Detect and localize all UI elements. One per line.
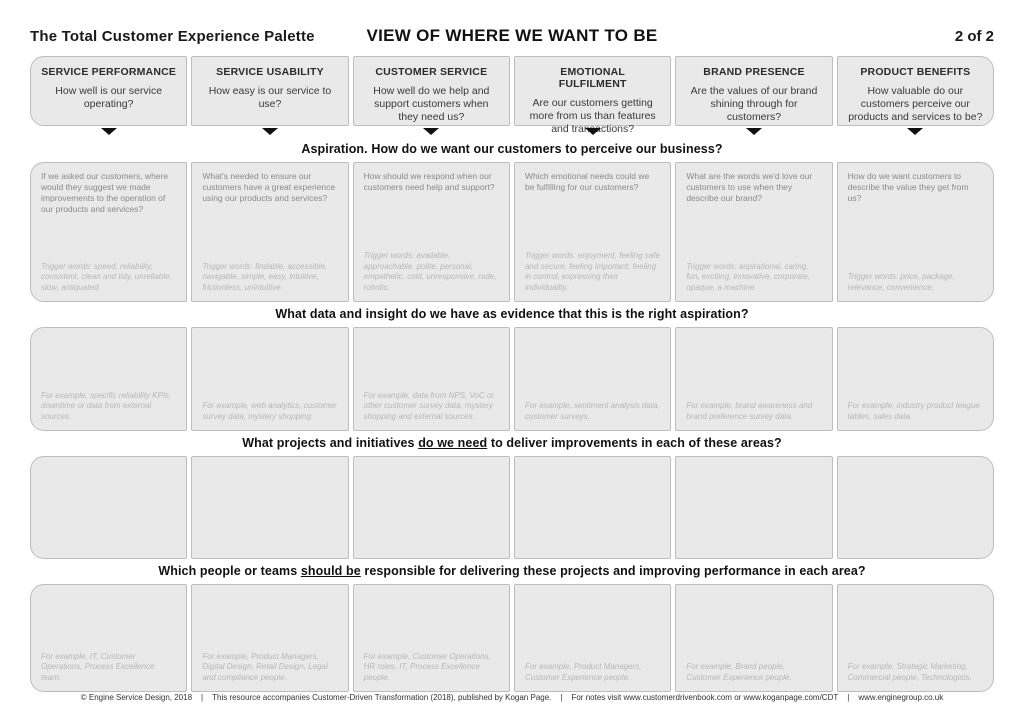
column-header-title: SERVICE PERFORMANCE — [41, 66, 177, 78]
example-hint: For example, industry product league tables, sales data. — [847, 401, 980, 421]
document-title: The Total Customer Experience Palette — [30, 28, 315, 45]
projects-row — [30, 456, 994, 559]
footer-notes-url: For notes visit www.customerdrivenbook.com or www.koganpage.com/CDT — [571, 693, 839, 702]
down-arrow-icon — [101, 128, 117, 135]
section-title-evidence — [30, 307, 994, 321]
view-title: VIEW OF WHERE WE WANT TO BE — [366, 26, 658, 45]
section-title-text: Aspiration. How do we want our customers to perceive our business? — [301, 142, 723, 156]
section-title-text: to deliver improvements in each of these areas? — [487, 436, 782, 450]
evidence-box-brand-presence — [675, 327, 832, 431]
column-header-title: EMOTIONAL FULFILMENT — [558, 66, 627, 90]
trigger-words: Trigger words: speed, reliability, consistent, clean and tidy, unreliable, slow, antiquated. — [41, 261, 172, 292]
arrow-row — [30, 128, 994, 137]
trigger-words: Trigger words: enjoyment, feeling safe and secure, feeling important, feeling in control, expressing their individuality. — [524, 251, 661, 292]
projects-box-product-benefits — [837, 456, 994, 559]
aspiration-box-emotional-fulfilment — [514, 162, 671, 302]
trigger-words: Trigger words: price, package, relevance, convenience. — [847, 272, 955, 292]
section-title-aspiration — [30, 142, 994, 156]
people-box-customer-service — [353, 584, 510, 692]
title-bar — [30, 26, 994, 46]
aspiration-box-service-usability — [191, 162, 348, 302]
example-hint: For example, sentiment analysis data, customer surveys. — [524, 401, 660, 421]
projects-box-brand-presence — [675, 456, 832, 559]
people-box-brand-presence — [675, 584, 832, 692]
projects-box-service-performance — [30, 456, 187, 559]
people-box-emotional-fulfilment — [514, 584, 671, 692]
section-title-text: What data and insight do we have as evidence that this is the right aspiration? — [275, 307, 749, 321]
projects-box-emotional-fulfilment — [514, 456, 671, 559]
aspiration-box-brand-presence — [675, 162, 832, 302]
aspiration-prompt: What are the words we'd love our customers to use when they describe our brand? — [686, 171, 813, 204]
page-number: 2 of 2 — [954, 28, 994, 45]
evidence-box-service-performance — [30, 327, 187, 431]
projects-box-service-usability — [191, 456, 348, 559]
section-title-projects — [30, 436, 994, 450]
footer-resource-note: This resource accompanies Customer-Driven Transformation (2018), published by Kogan Page. — [212, 693, 552, 702]
column-header-brand-presence — [675, 56, 832, 126]
down-arrow-icon — [907, 128, 923, 135]
section-title-text: What projects and initiatives — [242, 436, 419, 450]
column-header-question: Are our customers getting more from us than features and transactions? — [529, 97, 656, 136]
people-box-product-benefits — [837, 584, 994, 692]
section-title-people — [30, 564, 994, 578]
example-hint: For example, Strategic Marketing, Commercial people, Technologists. — [847, 662, 972, 682]
down-arrow-icon — [585, 128, 601, 135]
column-header-title: BRAND PRESENCE — [703, 66, 805, 78]
column-header-title: CUSTOMER SERVICE — [375, 66, 488, 78]
column-header-question: How easy is our service to use? — [208, 85, 332, 111]
people-row — [30, 584, 994, 692]
aspiration-prompt: How should we respond when our customers need help and support? — [363, 171, 495, 193]
aspiration-box-product-benefits — [837, 162, 994, 302]
example-hint: For example, Product Managers, Customer Experience people. — [524, 662, 642, 682]
section-title-text: Which people or teams — [158, 564, 301, 578]
column-header-emotional-fulfilment — [514, 56, 671, 136]
column-header-question: How well is our service operating? — [55, 85, 163, 111]
trigger-words: Trigger words: findable, accessible, navigable, simple, easy, intuitive, frictionless, unintuitive. — [202, 261, 328, 292]
evidence-box-service-usability — [191, 327, 348, 431]
column-header-question: How valuable do our customers perceive our products and services to be? — [848, 85, 983, 124]
footer-separator: | — [560, 693, 563, 702]
example-hint: For example, specific reliability KPIs, downtime or data from external sources. — [41, 390, 172, 421]
aspiration-prompt: If we asked our customers, where would they suggest we made improvements to the operation of our products and services? — [41, 171, 169, 215]
trigger-words: Trigger words: aspirational, caring, fun, exciting, innovative, corporate, opaque, a machine. — [686, 261, 810, 292]
projects-box-customer-service — [353, 456, 510, 559]
down-arrow-icon — [746, 128, 762, 135]
column-header-band — [30, 56, 994, 136]
section-title-text: responsible for delivering these projects and improving performance in each area? — [360, 564, 866, 578]
evidence-box-customer-service — [353, 327, 510, 431]
example-hint: For example, web analytics, customer survey data, mystery shopping. — [202, 401, 337, 421]
footer-credits — [0, 693, 1024, 702]
section-title-underlined: should be — [300, 564, 361, 578]
example-hint: For example, IT, Customer Operations, Process Excellence team. — [41, 651, 155, 682]
footer-separator: | — [201, 693, 204, 702]
evidence-box-emotional-fulfilment — [514, 327, 671, 431]
footer-engine-url: www.enginegroup.co.uk — [858, 693, 944, 702]
down-arrow-icon — [423, 128, 439, 135]
aspiration-prompt: How do we want customers to describe the value they get from us? — [847, 171, 969, 204]
evidence-box-product-benefits — [837, 327, 994, 431]
section-title-underlined: do we need — [418, 436, 488, 450]
aspiration-row — [30, 162, 994, 302]
people-box-service-performance — [30, 584, 187, 692]
example-hint: For example, Brand people, Customer Experience people. — [686, 662, 792, 682]
footer-separator: | — [847, 693, 850, 702]
people-box-service-usability — [191, 584, 348, 692]
example-hint: For example, Product Managers, Digital Design, Retail Design, Legal and compliance people. — [202, 651, 328, 682]
column-header-title: PRODUCT BENEFITS — [860, 66, 971, 78]
column-header-title: SERVICE USABILITY — [216, 66, 324, 78]
evidence-row — [30, 327, 994, 431]
column-header-customer-service — [353, 56, 510, 126]
down-arrow-icon — [262, 128, 278, 135]
aspiration-prompt: Which emotional needs could we be fulfilling for our customers? — [524, 171, 650, 193]
column-header-question: How well do we help and support customers when they need us? — [373, 85, 490, 124]
example-hint: For example, data from NPS, VoC or other customer survey data, mystery shopping and external sources. — [363, 390, 495, 421]
column-header-service-usability — [191, 56, 348, 126]
footer-copyright: © Engine Service Design, 2018 — [80, 693, 193, 702]
column-header-product-benefits — [837, 56, 994, 126]
aspiration-box-customer-service — [353, 162, 510, 302]
aspiration-prompt: What's needed to ensure our customers have a great experience using our products and services? — [202, 171, 336, 204]
aspiration-box-service-performance — [30, 162, 187, 302]
column-header-question: Are the values of our brand shining through for customers? — [690, 85, 818, 124]
trigger-words: Trigger words: available, approachable, polite, personal, empathetic, cold, unresponsive, rude, robotic. — [363, 251, 497, 292]
column-header-service-performance — [30, 56, 187, 126]
example-hint: For example, brand awareness and brand preference survey data. — [686, 401, 813, 421]
example-hint: For example, Customer Operations, HR roles, IT, Process Excellence people. — [363, 651, 491, 682]
